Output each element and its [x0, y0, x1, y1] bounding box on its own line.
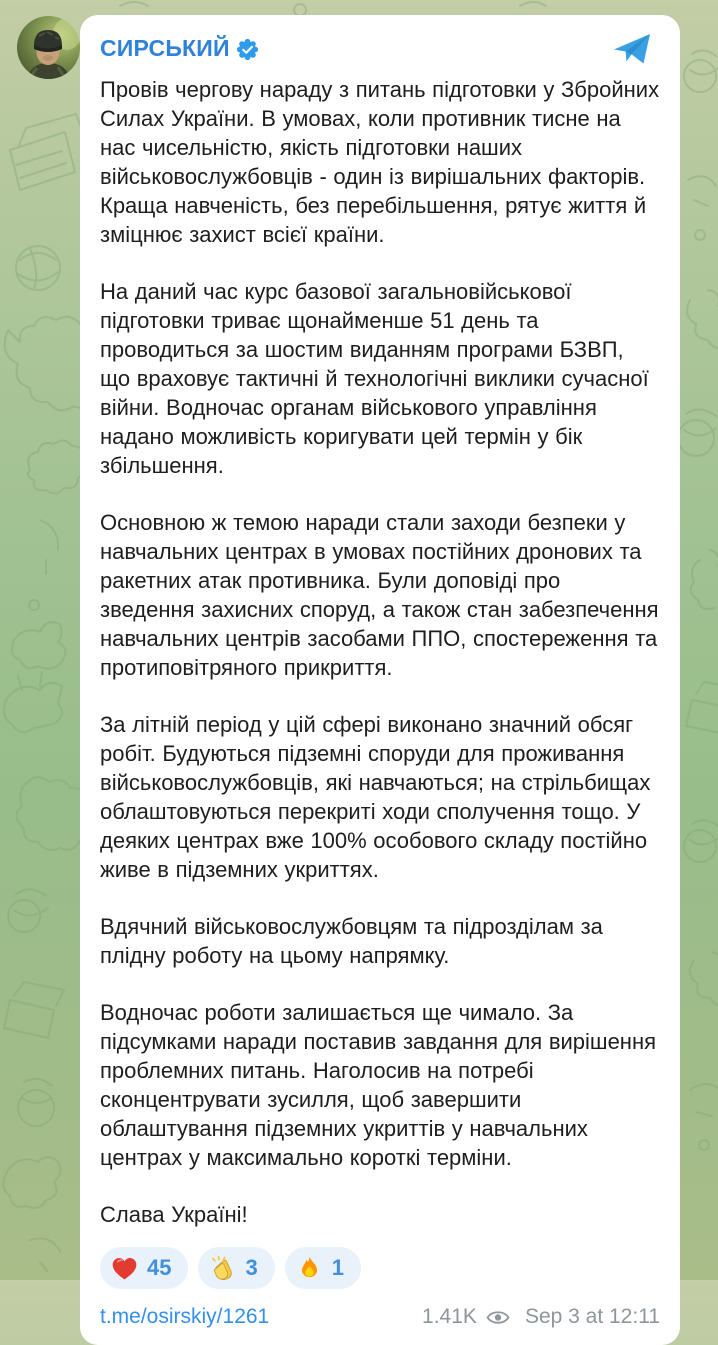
message-header [100, 30, 660, 66]
fire-icon [296, 1255, 323, 1282]
reaction-heart[interactable] [100, 1247, 188, 1289]
paragraph: Слава Україні! [100, 1202, 248, 1227]
reaction-count: 45 [147, 1255, 172, 1280]
paragraph: Вдячний військовослужбовцям та підрозділам за плідну роботу на цьому напрямку. [100, 914, 603, 968]
timestamp: Sep 3 at 12:11 [524, 1305, 660, 1328]
paragraph: Водночас роботи залишається ще чимало. За підсумками наради поставив завдання для вирішення проблемних питань. Наголосив на потребі сконцентрувати зусилля, щоб завершити облаштування підземних укриттів у навчальних центрах у максимально короткі терміни. [100, 1000, 657, 1170]
reaction-clap[interactable] [198, 1247, 274, 1289]
channel-name[interactable]: СИРСЬКИЙ [100, 34, 230, 61]
post-link[interactable]: t.me/osirskiy/1261 [100, 1305, 270, 1328]
paragraph: На даний час курс базової загальновійськової підготовки триває щонайменше 51 день та проводиться за шостим виданням програми БЗВП, що враховує тактичні й технологічні виклики сучасної війни. Водночас органам військового управління надано можливість коригувати цей термін у бік збільшення. [100, 279, 649, 478]
reaction-count: 3 [245, 1255, 258, 1280]
message-footer [100, 1305, 660, 1329]
telegram-share-icon[interactable] [612, 32, 652, 66]
avatar-photo [17, 16, 80, 79]
avatar[interactable] [17, 16, 80, 79]
paragraph: Основною ж темою наради стали заходи безпеки у навчальних центрах в умовах постійних дронових та ракетних атак противника. Були доповіді про зведення захисних споруд, а також стан забезпечення навчальних центрів засобами ППО, спостереження та протиповітряного прикриття. [100, 510, 659, 680]
heart-icon [111, 1255, 138, 1282]
reaction-fire[interactable] [285, 1247, 361, 1289]
verified-badge-icon [237, 39, 258, 60]
message-meta [422, 1305, 660, 1329]
message-text [100, 75, 660, 1245]
reactions-row [100, 1247, 660, 1289]
views-eye-icon [486, 1309, 510, 1326]
view-count: 1.41K [422, 1305, 477, 1328]
paragraph: За літній період у цій сфері виконано значний обсяг робіт. Будуються підземні споруди для проживання військовослужбовців, які навчаються; на стрільбищах облаштовуються перекриті ходи сполучення тощо. У деяких центрах вже 100% особового складу постійно живе в підземних укриттях. [100, 712, 651, 882]
reaction-count: 1 [331, 1255, 344, 1280]
clap-icon [209, 1255, 236, 1282]
paragraph: Провів чергову нараду з питань підготовки у Збройних Силах України. В умовах, коли противник тисне на нас чисельністю, якість підготовки наших військовослужбовців - один із вирішальних факторів. Краща навченість, без перебільшення, рятує життя й зміцнює захист всієї країни. [100, 77, 660, 247]
message-bubble [80, 15, 680, 1345]
